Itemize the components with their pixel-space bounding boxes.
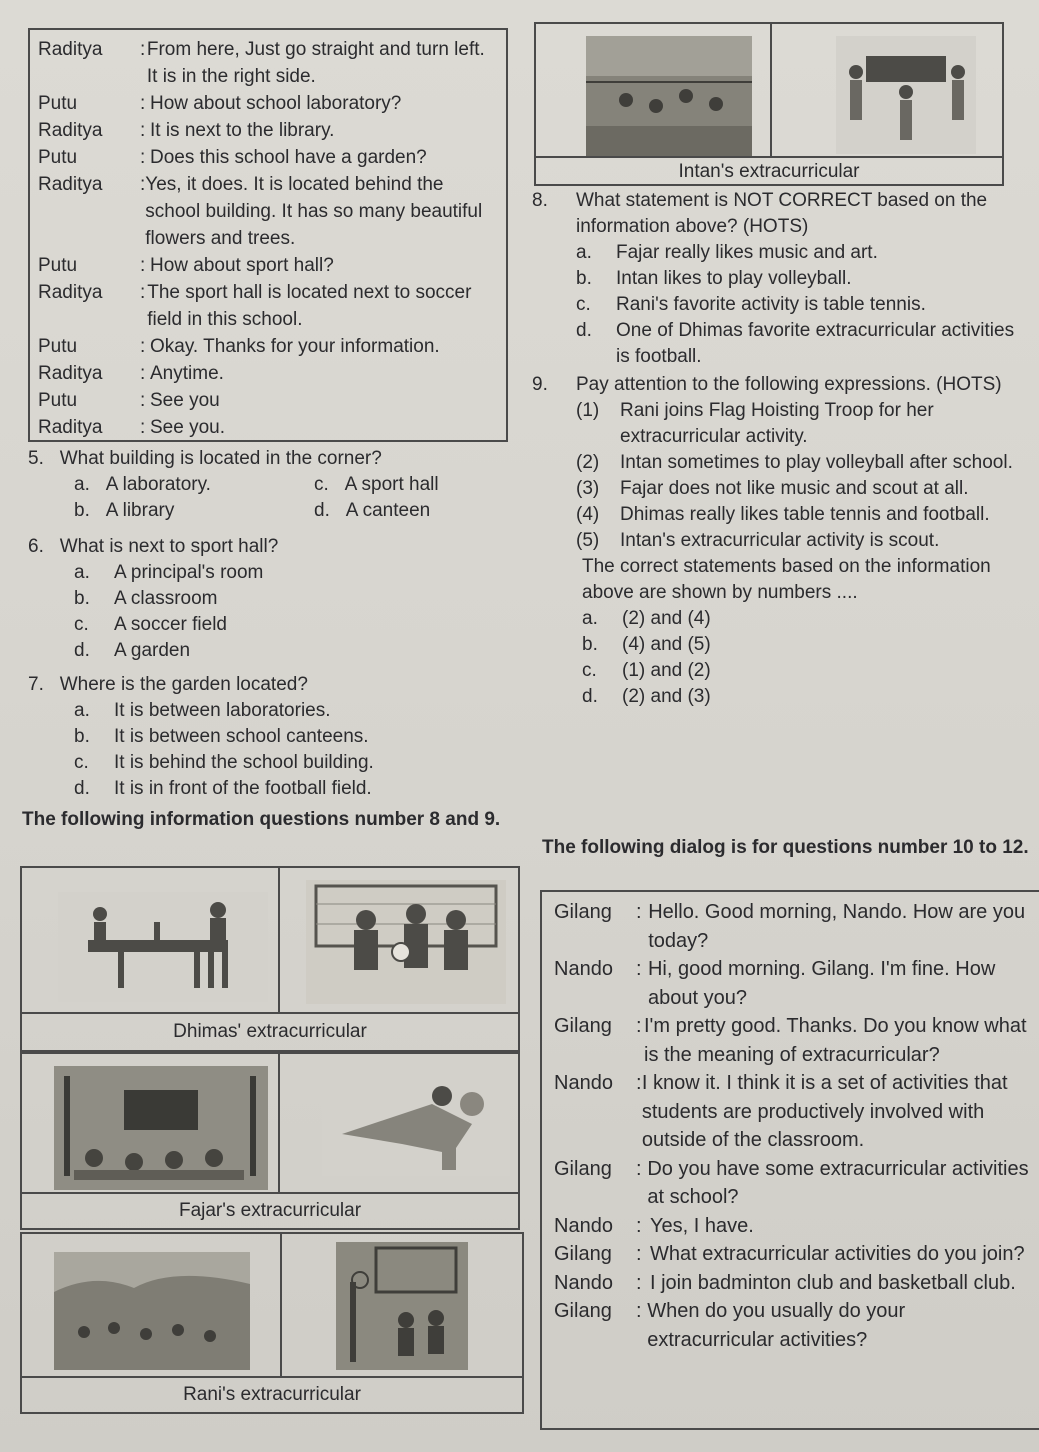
q9-option[interactable]: c. (1) and (2) (582, 660, 711, 681)
q6-number: 6. (28, 536, 44, 557)
table-tennis-image (58, 892, 268, 1002)
dialog2-text: Yes, I have. (650, 1214, 754, 1237)
dialog1-line: Raditya : Yes, it does. It is located behind the school building. It has so many beautiful flowers and trees. (38, 171, 498, 252)
dialog1-line: Putu : How about sport hall? (38, 252, 498, 279)
dialog1-text: See you (150, 390, 220, 411)
q5-text: What building is located in the corner? (59, 448, 382, 469)
dialog2-text: Do you have some extracurricular activities at school? (647, 1157, 1029, 1208)
speaker: Putu (38, 336, 78, 357)
q9-option[interactable]: b. (4) and (5) (582, 634, 711, 655)
dialog2-line: Gilang : Hello. Good morning, Nando. How are you today? (554, 898, 1035, 955)
speaker: Raditya (38, 417, 103, 438)
q9-statement: (1) Rani joins Flag Hoisting Troop for her extracurricular activity. (576, 400, 934, 447)
q9-option[interactable]: a. (2) and (4) (582, 608, 711, 629)
q6-text: What is next to sport hall? (59, 536, 279, 557)
volleyball-image (586, 36, 752, 156)
speaker: Raditya (38, 363, 103, 384)
dialog1-text: It is next to the library. (150, 120, 335, 141)
dhimas-figure (20, 866, 520, 1052)
dialog1-text: Does this school have a garden? (150, 147, 427, 168)
dialog1-line: Putu : See you (38, 387, 498, 414)
q8-number: 8. (532, 190, 548, 211)
speaker: Putu (38, 147, 78, 168)
dialog1-line: Raditya : It is next to the library. (38, 117, 498, 144)
dialog2-line: Gilang : When do you usually do your extracurricular activities? (554, 1297, 1035, 1354)
dialog1-text: Okay. Thanks for your information. (150, 336, 440, 357)
q6-option[interactable]: a. A principal's room (74, 562, 264, 583)
q6-option[interactable]: b. A classroom (74, 588, 218, 609)
q5-option-b[interactable]: b. A library (74, 500, 175, 521)
dialog-box-extracurricular (540, 890, 1039, 1430)
dialog2-line: Gilang : I'm pretty good. Thanks. Do you know what is the meaning of extracurricular? (554, 1012, 1035, 1069)
dialog1-line: Raditya : See you. (38, 414, 498, 441)
dialog1-text: Yes, it does. It is located behind the school building. It has so many beautiful flowers and trees. (145, 174, 483, 249)
speaker: Raditya (38, 174, 103, 195)
dialog-2 (554, 898, 1035, 1354)
q8-option[interactable]: c. Rani's favorite activity is table tennis. (576, 294, 926, 315)
dialog1-line: Raditya : The sport hall is located next to soccer field in this school. (38, 279, 498, 333)
rani-figure (20, 1232, 524, 1414)
q8-text: What statement is NOT CORRECT based on the information above? (HOTS) (576, 190, 988, 237)
martial-art-image (322, 1074, 510, 1176)
question-9 (532, 372, 1024, 710)
football-image (306, 880, 506, 1004)
speaker: Raditya (38, 39, 103, 60)
caption-rani: Rani's extracurricular (22, 1376, 522, 1412)
q9-option[interactable]: d. (2) and (3) (582, 686, 711, 707)
dialog1-text: Anytime. (150, 363, 224, 384)
basketball-image (336, 1242, 468, 1370)
q7-option[interactable]: a. It is between laboratories. (74, 700, 331, 721)
q5-option-d[interactable]: d. A canteen (314, 500, 431, 521)
flag-troop-image (836, 36, 976, 154)
caption-dhimas: Dhimas' extracurricular (22, 1012, 518, 1050)
q7-option[interactable]: b. It is between school canteens. (74, 726, 369, 747)
q5-option-c[interactable]: c. A sport hall (314, 474, 439, 495)
dialog2-text: What extracurricular activities do you join? (650, 1243, 1025, 1265)
dialog1-text: How about school laboratory? (150, 93, 402, 114)
dialog2-text: I'm pretty good. Thanks. Do you know what is the meaning of extracurricular? (644, 1015, 1027, 1066)
music-class-image (54, 1066, 268, 1190)
speaker: Nando (554, 1271, 613, 1294)
speaker: Nando (554, 1072, 613, 1094)
dialog1-text: See you. (150, 417, 225, 438)
dialog1-line: Putu : How about school laboratory? (38, 90, 498, 117)
q9-statement: (3) Fajar does not like music and scout at all. (576, 478, 969, 499)
q7-number: 7. (28, 674, 44, 695)
dialog2-line: Nando : Yes, I have. (554, 1212, 1035, 1241)
dialog2-line: Nando : I know it. I think it is a set of activities that students are productively involved with outside of the classroom. (554, 1069, 1035, 1155)
speaker: Gilang (554, 1243, 612, 1265)
q7-option[interactable]: d. It is in front of the football field. (74, 778, 372, 799)
fajar-figure (20, 1052, 520, 1230)
dialog2-line: Nando : Hi, good morning. Gilang. I'm fine. How about you? (554, 955, 1035, 1012)
dialog2-line: Gilang : What extracurricular activities do you join? (554, 1240, 1035, 1269)
dialog1-line: Putu : Does this school have a garden? (38, 144, 498, 171)
q6-option[interactable]: d. A garden (74, 640, 191, 661)
caption-fajar: Fajar's extracurricular (22, 1192, 518, 1228)
dialog2-text: I join badminton club and basketball club. (650, 1271, 1016, 1294)
speaker: Gilang (554, 901, 612, 923)
dialog2-line: Nando : I join badminton club and basketball club. (554, 1269, 1035, 1298)
speaker: Putu (38, 93, 78, 114)
speaker: Nando (554, 958, 613, 980)
info-heading: The following information questions number 8 and 9. (22, 809, 501, 830)
speaker: Gilang (554, 1015, 612, 1037)
dialog1-text: How about sport hall? (150, 255, 334, 276)
dialog2-heading: The following dialog is for questions number 10 to 12. (542, 837, 1029, 858)
q7-option[interactable]: c. It is behind the school building. (74, 752, 374, 773)
q9-text: Pay attention to the following expressions. (HOTS) (576, 374, 1002, 395)
dialog1-line: Raditya : Anytime. (38, 360, 498, 387)
q5-number: 5. (28, 448, 44, 469)
q5-option-a[interactable]: a. A laboratory. (74, 474, 211, 495)
q8-option[interactable]: a. Fajar really likes music and art. (576, 242, 878, 263)
question-8 (532, 188, 1022, 370)
q7-text: Where is the garden located? (59, 674, 308, 695)
speaker: Raditya (38, 282, 103, 303)
dialog-1 (38, 36, 498, 441)
question-7 (28, 672, 518, 802)
q9-statement: (2) Intan sometimes to play volleyball after school. (576, 452, 1013, 473)
dialog1-line: Putu : Okay. Thanks for your information. (38, 333, 498, 360)
dialog-box-directions (28, 28, 508, 442)
q9-statement: (5) Intan's extracurricular activity is scout. (576, 530, 940, 551)
dialog2-line: Gilang : Do you have some extracurricular activities at school? (554, 1155, 1035, 1212)
dialog1-text: The sport hall is located next to soccer field in this school. (147, 282, 472, 330)
q8-option[interactable]: b. Intan likes to play volleyball. (576, 268, 852, 289)
dialog2-text: Hello. Good morning, Nando. How are you today? (648, 901, 1026, 952)
caption-intan: Intan's extracurricular (536, 156, 1002, 184)
speaker: Nando (554, 1214, 613, 1237)
speaker: Putu (38, 255, 78, 276)
speaker: Raditya (38, 120, 103, 141)
question-6 (28, 534, 518, 664)
dialog1-line: Raditya : From here, Just go straight and turn left. It is in the right side. (38, 36, 498, 90)
q6-option[interactable]: c. A soccer field (74, 614, 227, 635)
q9-number: 9. (532, 374, 548, 395)
dialog2-text: When do you usually do your extracurricular activities? (647, 1300, 906, 1351)
dialog2-text: Hi, good morning. Gilang. I'm fine. How about you? (647, 958, 996, 1009)
dialog2-text: I know it. I think it is a set of activities that students are productively involved with outside of the classroom. (641, 1072, 1008, 1151)
q9-statement: (4) Dhimas really likes table tennis and football. (576, 504, 990, 525)
speaker: Putu (38, 390, 78, 411)
speaker: Gilang (554, 1300, 612, 1322)
intan-figure (534, 22, 1004, 186)
speaker: Gilang (554, 1157, 612, 1180)
q9-stem: The correct statements based on the information above are shown by numbers .... (582, 556, 991, 603)
q8-option[interactable]: d. One of Dhimas favorite extracurricular activities is football. (576, 320, 1015, 367)
scout-camp-image (54, 1252, 250, 1370)
question-5 (28, 446, 518, 524)
dialog1-text: From here, Just go straight and turn left. It is in the right side. (146, 39, 485, 87)
